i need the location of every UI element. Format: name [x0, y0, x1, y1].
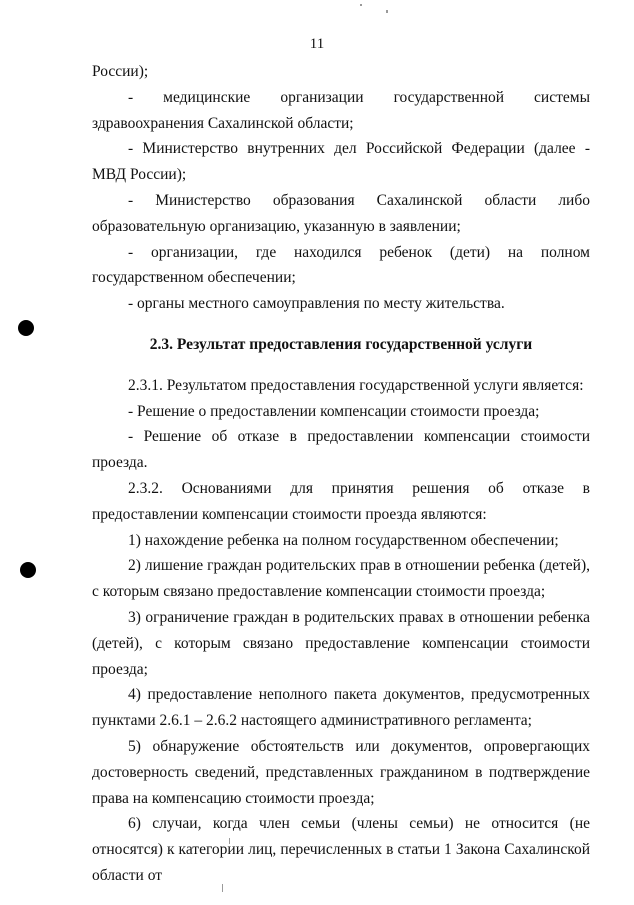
scan-speck: [386, 10, 388, 13]
document-body: [92, 59, 590, 889]
paragraphs-before-heading: [92, 59, 590, 317]
paragraph: - Решение о предоставлении компенсации стоимости проезда;: [128, 402, 540, 420]
paragraph: 3) ограничение граждан в родительских правах в отношении ребенка (детей), с которым связано предоставление компенсации стоимости проезда;: [92, 608, 590, 678]
paragraph: 4) предоставление неполного пакета документов, предусмотренных пунктами 2.6.1 – 2.6.2 настоящего административного регламента;: [92, 686, 590, 730]
paragraph: 1) нахождение ребенка на полном государственном обеспечении;: [128, 531, 559, 549]
paragraph: России);: [92, 63, 149, 80]
section-heading: 2.3. Результат предоставления государственной услуги: [149, 335, 533, 353]
paragraph: 2) лишение граждан родительских прав в отношении ребенка (детей), с которым связано предоставление компенсации стоимости проезда;: [92, 557, 590, 601]
paragraph: 5) обнаружение обстоятельств или документов, опровергающих достоверность сведений, представленных гражданином в подтверждение права на компенсацию стоимости проезда;: [92, 737, 590, 807]
paragraph: - организации, где находился ребенок (дети) на полном государственном обеспечении;: [92, 243, 590, 287]
paragraph: - Министерство образования Сахалинской области либо образовательную организацию, указанную в заявлении;: [92, 191, 590, 235]
paragraphs-after-heading: [92, 373, 590, 889]
paragraph: - органы местного самоуправления по месту жительства.: [128, 295, 505, 313]
punch-hole-top: [18, 320, 34, 336]
paragraph: - Министерство внутренних дел Российской Федерации (далее - МВД России);: [92, 140, 590, 184]
paragraph: 2.3.1. Результатом предоставления государственной услуги является:: [128, 376, 584, 394]
paragraph: - Решение об отказе в предоставлении компенсации стоимости проезда.: [92, 428, 590, 472]
scan-speck: [360, 4, 362, 6]
paragraph: 2.3.2. Основаниями для принятия решения об отказе в предоставлении компенсации стоимости проезда являются:: [92, 479, 590, 523]
punch-hole-bottom: [20, 562, 36, 578]
page-number: 11: [309, 36, 325, 52]
paragraph: - медицинские организации государственной системы здравоохранения Сахалинской области;: [92, 88, 590, 132]
paragraph: 6) случаи, когда член семьи (члены семьи) не относится (не относятся) к категории лиц, перечисленных в статьи 1 Закона Сахалинской области от: [92, 815, 590, 884]
